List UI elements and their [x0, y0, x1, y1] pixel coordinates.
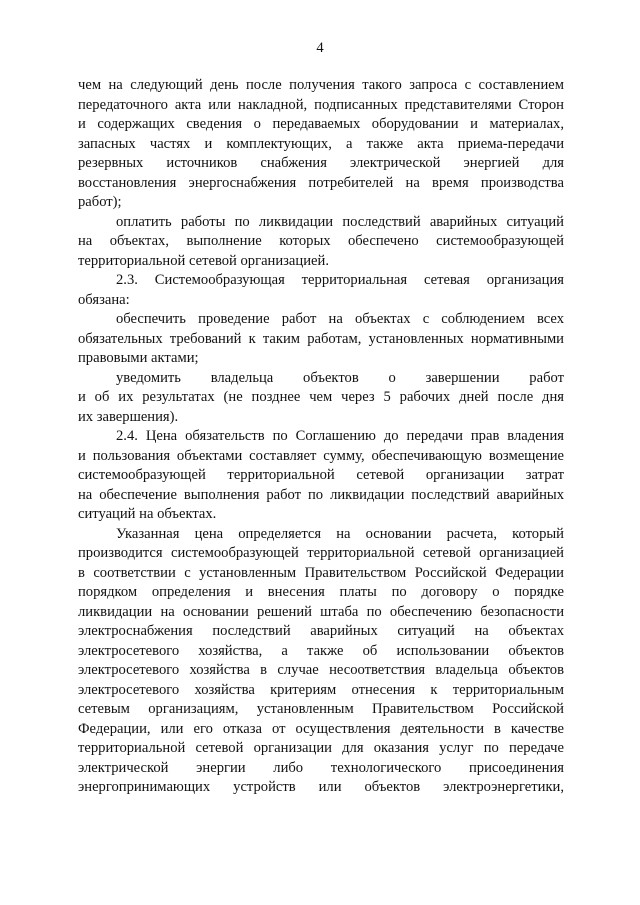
- text-line: порядком определения и внесения платы по договору о порядке: [78, 584, 564, 600]
- text-line: на объектах, выполнение которых обеспечено системообразующей: [78, 233, 564, 249]
- text-line: системообразующей территориальной сетевой организации затрат: [78, 467, 564, 483]
- text-line: правовыми актами;: [78, 350, 199, 366]
- text-line: территориальной сетевой организации для оказания услуг по передаче: [78, 740, 564, 756]
- text-line: на обеспечение выполнения работ по ликвидации последствий аварийных: [78, 486, 564, 503]
- text-line: обязана:: [78, 291, 130, 308]
- text-line: сетевым организациям, установленным Правительством Российской: [78, 701, 564, 717]
- text-line: оплатить работы по ликвидации последствий аварийных ситуаций: [116, 213, 564, 230]
- text-line: электроснабжения последствий аварийных ситуаций на объектах: [78, 623, 564, 639]
- text-line: обязательных требований к таким работам, установленных нормативными: [78, 330, 564, 347]
- text-line: передаточного акта или накладной, подписанных представителями Сторон: [78, 96, 564, 113]
- text-line: в соответствии с установленным Правительством Российской Федерации: [78, 564, 564, 581]
- text-line: Федерации, или его отказа от осуществления деятельности в качестве: [78, 720, 564, 737]
- text-line: электрической энергии либо технологического присоединения: [78, 759, 564, 776]
- text-line: 2.4. Цена обязательств по Соглашению до передачи прав владения: [116, 428, 564, 444]
- text-line: производится системообразующей территориальной сетевой организацией: [78, 545, 564, 561]
- text-line: 2.3. Системообразующая территориальная сетевая организация: [116, 272, 564, 288]
- text-line: резервных источников снабжения электрической энергией для: [78, 155, 564, 171]
- text-line: запасных частях и комплектующих, а также акта приема-передачи: [78, 135, 564, 152]
- text-line: уведомить владельца объектов о завершении работ: [116, 369, 564, 386]
- text-line: и пользования объектами составляет сумму, обеспечивающую возмещение: [78, 447, 564, 464]
- text-line: электросетевого хозяйства в случае несоответствия владельца объектов: [78, 662, 564, 678]
- page-number: 4: [316, 40, 324, 56]
- text-line: и об их результатах (не позднее чем через 5 рабочих дней после дня: [78, 389, 564, 405]
- text-line: обеспечить проведение работ на объектах с соблюдением всех: [116, 311, 564, 327]
- text-line: чем на следующий день после получения такого запроса с составлением: [78, 77, 564, 93]
- text-line: ситуаций на объектах.: [78, 506, 217, 522]
- text-line: их завершения).: [78, 408, 179, 425]
- text-line: восстановления энергоснабжения потребителей на время производства: [78, 174, 564, 191]
- text-line: энергопринимающих устройств или объектов электроэнергетики,: [78, 779, 564, 795]
- text-line: Указанная цена определяется на основании расчета, который: [116, 525, 564, 542]
- text-line: территориальной сетевой организацией.: [78, 252, 329, 269]
- document-body: [78, 76, 564, 798]
- text-line: и содержащих сведения о передаваемых оборудовании и материалах,: [78, 116, 564, 132]
- text-line: ликвидации на основании решений штаба по обеспечению безопасности: [78, 603, 564, 620]
- text-line: электросетевого хозяйства, а также об использовании объектов: [78, 642, 564, 659]
- text-line: электросетевого хозяйства критериям отнесения к территориальным: [78, 681, 564, 698]
- text-line: работ);: [78, 194, 122, 210]
